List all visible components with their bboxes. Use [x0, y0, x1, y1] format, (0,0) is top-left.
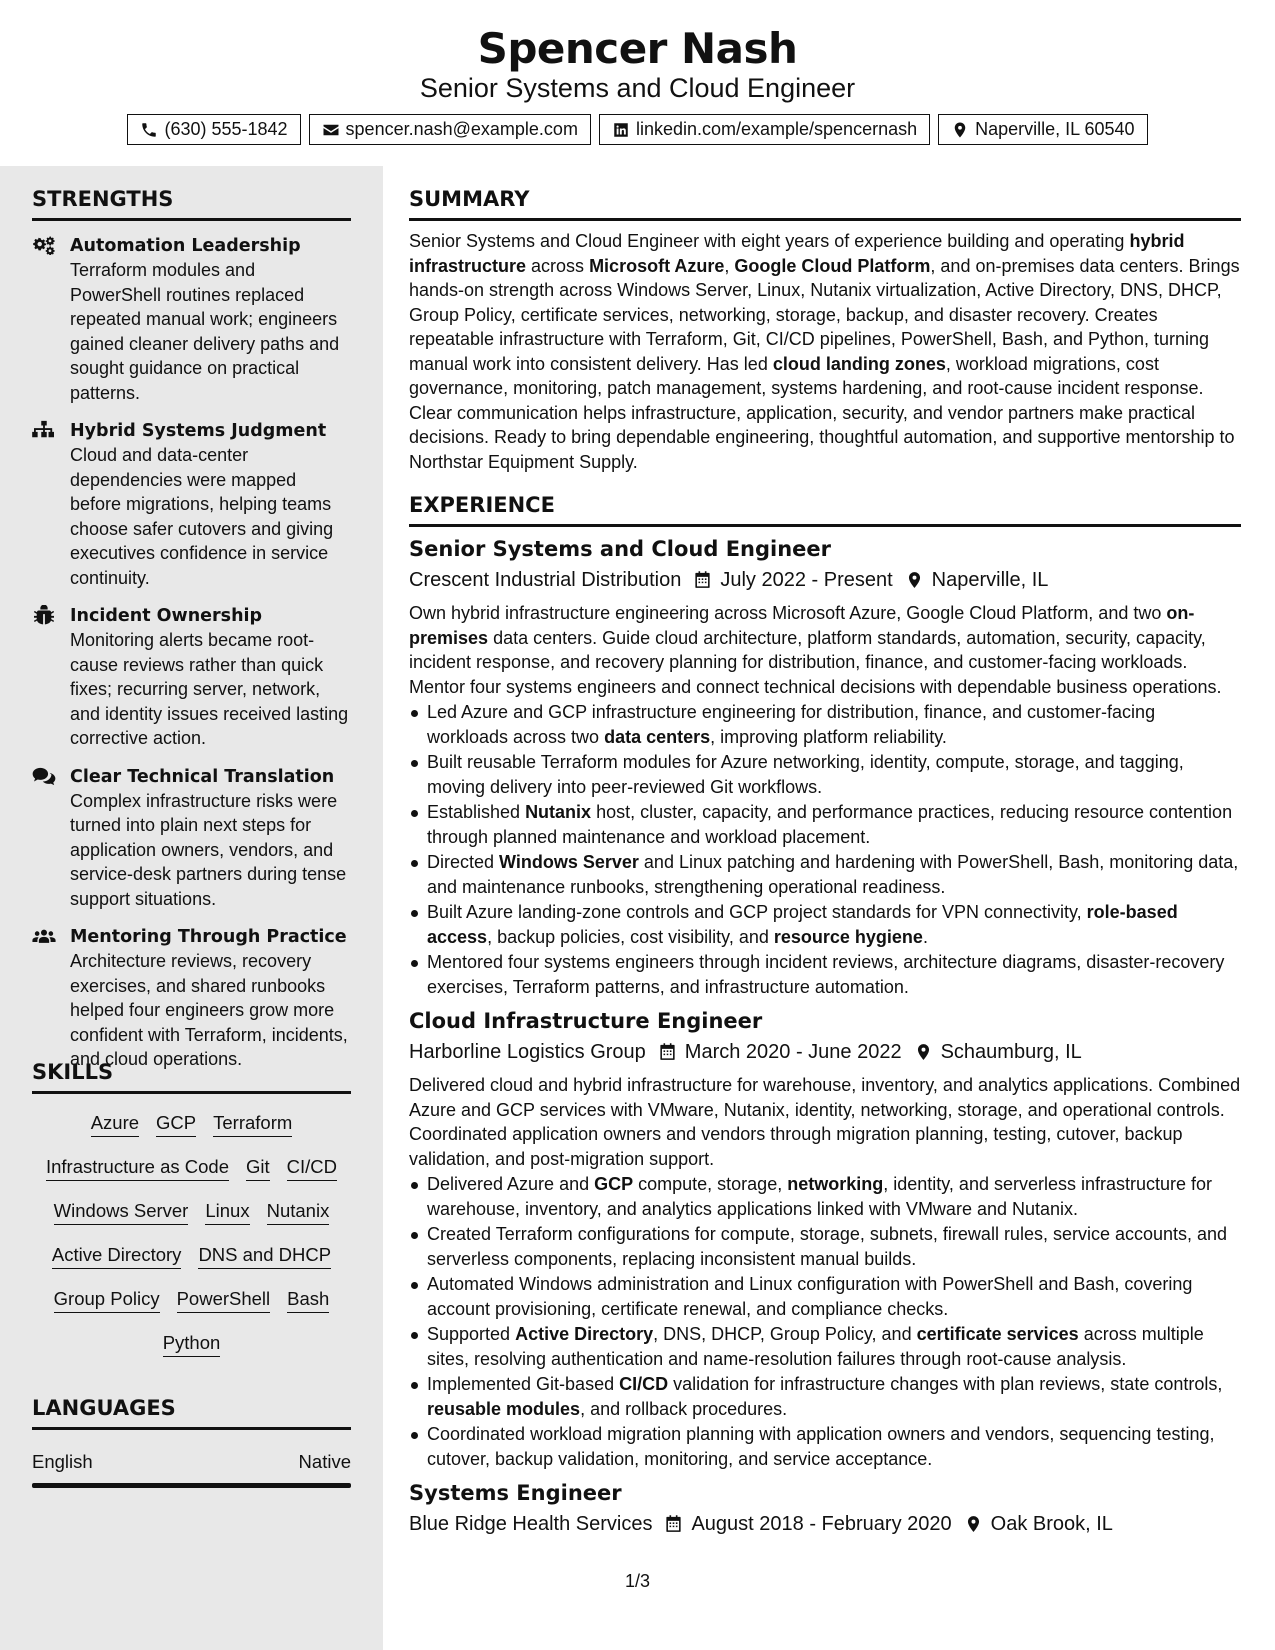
skill-tag: GCP	[156, 1111, 196, 1137]
bullet-item	[409, 1422, 1241, 1471]
skill-tag: Azure	[91, 1111, 139, 1137]
emphasis-text: GCP	[594, 1174, 634, 1194]
job-title: Cloud Infrastructure Engineer	[409, 1009, 763, 1033]
bullet-item	[409, 800, 1241, 849]
strengths-heading: STRENGTHS	[32, 186, 351, 221]
email-text: spencer.nash@example.com	[345, 119, 578, 139]
job-company: Crescent Industrial Distribution	[409, 569, 682, 591]
text-run: , improving platform reliability.	[710, 726, 947, 747]
text-run: Delivered Azure and	[427, 1174, 595, 1194]
phone-icon	[140, 121, 158, 139]
location-chip	[938, 114, 1147, 145]
sidebar	[0, 166, 383, 1650]
emphasis-text: cloud landing zones	[772, 353, 946, 374]
experience-section	[409, 492, 1241, 1539]
skill-tag: Terraform	[213, 1111, 292, 1137]
job-company: Blue Ridge Health Services	[409, 1513, 653, 1535]
emphasis-text: certificate services	[916, 1324, 1079, 1344]
strength-item	[32, 234, 351, 405]
job-title: Senior Systems and Cloud Engineer	[409, 537, 832, 561]
email-chip[interactable]	[309, 114, 591, 145]
skill-tag: Nutanix	[267, 1199, 330, 1225]
text-run: Supported	[427, 1324, 516, 1344]
text-run: validation for infrastructure changes with plan reviews, state controls,	[668, 1374, 1223, 1394]
page-number: 1/3	[624, 1571, 651, 1591]
linkedin-icon	[612, 121, 630, 139]
text-run: Coordinated workload migration planning with application owners and vendors, sequencing testing, cutover, backup validation, monitoring, and service acceptance.	[427, 1424, 1215, 1469]
text-run: Implemented Git-based	[427, 1374, 620, 1394]
strength-title: Mentoring Through Practice	[70, 927, 347, 947]
job-meta	[409, 1509, 1241, 1539]
text-run: Delivered cloud and hybrid infrastructure for warehouse, inventory, and analytics applications. Combined Azure and GCP services with VMware, Nutanix, identity, networking, storage, and operational controls. Coordinated application owners and vendors through migration planning, testing, cutover, backup validation, and post-migration support.	[409, 1075, 1241, 1169]
emphasis-text: data centers	[604, 726, 711, 747]
text-run: Established	[427, 802, 526, 822]
strength-title: Hybrid Systems Judgment	[70, 421, 327, 441]
text-run: and Linux patching and hardening with PowerShell, Bash, monitoring data, and maintenance runbooks, strengthening operational readiness.	[427, 852, 1239, 897]
text-run: , identity, and serverless infrastructure for warehouse, inventory, and analytics applications linked with VMware and Nutanix.	[427, 1174, 1213, 1219]
emphasis-text: resource hygiene	[773, 926, 923, 947]
strength-title: Incident Ownership	[70, 606, 263, 626]
experience-heading: EXPERIENCE	[409, 492, 1241, 527]
skill-tag: Windows Server	[54, 1199, 189, 1225]
bullet-item	[409, 1272, 1241, 1321]
strength-item	[32, 765, 351, 912]
bullet-item	[409, 1172, 1241, 1221]
bullet-item	[409, 700, 1241, 749]
map-marker-icon	[964, 1514, 983, 1534]
strength-desc: Cloud and data-center dependencies were mapped before migrations, helping teams choose safer cutovers and giving executives confidence in service continuity.	[70, 445, 334, 588]
strength-item	[32, 925, 351, 1072]
emphasis-text: Windows Server	[499, 852, 639, 872]
bug-icon	[32, 605, 56, 625]
emphasis-text: hybrid infrastructure	[409, 231, 1185, 276]
strength-desc: Monitoring alerts became root-cause reviews rather than quick fixes; recurring server, network, and identity issues received lasting corrective action.	[70, 630, 349, 748]
skill-tag: Active Directory	[52, 1243, 182, 1269]
map-marker-icon	[914, 1042, 933, 1062]
emphasis-text: networking	[787, 1174, 884, 1194]
job-meta	[409, 565, 1241, 595]
bullet-item	[409, 950, 1241, 999]
emphasis-text: on-premises	[409, 603, 1195, 648]
skills-section	[32, 1059, 351, 1357]
text-run: Directed	[427, 852, 500, 872]
text-run: across	[526, 255, 590, 276]
strength-title: Automation Leadership	[70, 236, 301, 256]
skills-list	[32, 1111, 351, 1357]
emphasis-text: CI/CD	[619, 1374, 669, 1394]
bullet-item	[409, 1372, 1241, 1421]
skills-heading: SKILLS	[32, 1059, 351, 1094]
language-name: English	[32, 1451, 93, 1472]
text-run: .	[922, 926, 928, 947]
text-run: , workload migrations, cost governance, monitoring, patch management, systems hardening, and root-cause incident response. Clear communication helps infrastructure, application, security, and vendor partners make practical decisions. Ready to bring dependable engineering, thoughtful automation, and supportive mentorship to Northstar Equipment Supply.	[409, 353, 1235, 472]
language-level: Native	[298, 1451, 351, 1472]
bullet-item	[409, 850, 1241, 899]
job-location: Schaumburg, IL	[940, 1041, 1082, 1063]
linkedin-chip[interactable]	[599, 114, 930, 145]
emphasis-text: Active Directory	[515, 1324, 654, 1344]
skill-tag: CI/CD	[287, 1155, 337, 1181]
cogs-icon	[32, 235, 56, 255]
resume-header	[0, 0, 1275, 166]
text-run: Built reusable Terraform modules for Azure networking, identity, compute, storage, and tagging, moving delivery into peer-reviewed Git workflows.	[427, 752, 1184, 797]
text-run: Led Azure and GCP infrastructure engineering for distribution, finance, and customer-facing workloads across two	[427, 702, 1156, 747]
strength-desc: Complex infrastructure risks were turned into plain next steps for application owners, vendors, and service-desk partners during tense support situations.	[70, 790, 347, 909]
job-title: Systems Engineer	[409, 1481, 622, 1505]
phone-text: (630) 555-1842	[164, 119, 288, 139]
job-description	[409, 601, 1241, 699]
sitemap-icon	[32, 420, 56, 440]
map-marker-icon	[905, 570, 924, 590]
strength-desc: Architecture reviews, recovery exercises, and shared runbooks helped four engineers grow more confident with Terraform, incidents, and cloud operations.	[70, 951, 348, 1069]
text-run: Built Azure landing-zone controls and GCP project standards for VPN connectivity,	[427, 902, 1087, 922]
strength-item	[32, 604, 351, 751]
text-run: across multiple sites, resolving authentication and name-resolution failures through root-cause analysis.	[427, 1324, 1204, 1369]
text-run: Automated Windows administration and Linux configuration with PowerShell and Bash, covering account provisioning, certificate renewal, and compliance checks.	[427, 1274, 1193, 1319]
bullet-item	[409, 1322, 1241, 1371]
job-location: Oak Brook, IL	[990, 1513, 1113, 1535]
job-location: Naperville, IL	[931, 569, 1049, 591]
job-dates: August 2018 - February 2020	[691, 1513, 952, 1535]
job-dates: March 2020 - June 2022	[684, 1041, 902, 1063]
emphasis-text: Google Cloud Platform	[734, 255, 931, 276]
linkedin-text: linkedin.com/example/spencernash	[635, 119, 918, 139]
skill-tag: Python	[163, 1331, 221, 1357]
strength-item	[32, 419, 351, 590]
job-entry	[409, 1479, 1241, 1539]
phone-chip	[127, 114, 300, 145]
users-icon	[32, 926, 56, 946]
job-entry	[409, 1007, 1241, 1471]
map-marker-icon	[951, 121, 969, 139]
summary-text	[409, 229, 1241, 474]
emphasis-text: role-based access	[427, 902, 1178, 947]
strength-desc: Terraform modules and PowerShell routines replaced repeated manual work; engineers gained cleaner delivery paths and sought guidance on practical patterns.	[70, 260, 340, 403]
emphasis-text: Nutanix	[525, 802, 592, 822]
summary-section	[409, 186, 1241, 474]
skill-tag: Infrastructure as Code	[46, 1155, 229, 1181]
job-meta	[409, 1037, 1241, 1067]
emphasis-text: reusable modules	[427, 1398, 581, 1419]
skill-tag: DNS and DHCP	[198, 1243, 331, 1269]
calendar-icon	[658, 1042, 677, 1062]
text-run: host, cluster, capacity, and performance practices, reducing resource contention through planned maintenance and workload placement.	[427, 802, 1233, 847]
skill-tag: Group Policy	[54, 1287, 160, 1313]
candidate-title: Senior Systems and Cloud Engineer	[419, 73, 856, 103]
job-entry	[409, 535, 1241, 999]
main-content	[409, 166, 1241, 1539]
envelope-icon	[322, 121, 340, 139]
job-bullets	[409, 1172, 1241, 1471]
languages-section	[32, 1395, 351, 1488]
job-description	[409, 1073, 1241, 1171]
location-text: Naperville, IL 60540	[975, 119, 1135, 139]
bullet-item	[409, 1222, 1241, 1271]
bullet-item	[409, 750, 1241, 799]
text-run: , DNS, DHCP, Group Policy, and	[653, 1324, 917, 1344]
strengths-section	[32, 186, 351, 1072]
job-bullets	[409, 700, 1241, 999]
bullet-item	[409, 900, 1241, 949]
strength-title: Clear Technical Translation	[70, 766, 335, 787]
languages-heading: LANGUAGES	[32, 1395, 351, 1430]
calendar-icon	[693, 570, 712, 590]
text-run: Senior Systems and Cloud Engineer with eight years of experience building and operating	[409, 231, 1130, 251]
text-run: data centers. Guide cloud architecture, platform standards, automation, security, capacity, incident response, and recovery planning for distribution, finance, and customer-facing workloads. Mentor four systems engineers and connect technical decisions with dependable business operations.	[409, 627, 1222, 697]
candidate-name: Spencer Nash	[477, 24, 798, 73]
skill-tag: Linux	[205, 1199, 249, 1225]
text-run: Mentored four systems engineers through incident reviews, architecture diagrams, disaster-recovery exercises, Terraform patterns, and infrastructure automation.	[427, 952, 1225, 997]
summary-heading: SUMMARY	[409, 186, 1241, 221]
job-company: Harborline Logistics Group	[409, 1041, 646, 1063]
skill-tag: PowerShell	[177, 1287, 271, 1313]
emphasis-text: Microsoft Azure	[589, 255, 725, 276]
skill-tag: Git	[246, 1155, 270, 1181]
job-dates: July 2022 - Present	[720, 569, 893, 591]
text-run: , and on-premises data centers. Brings hands-on strength across Windows Server, Linux, Nutanix virtualization, Active Directory, DNS, DHCP, Group Policy, certificate services, networking, storage, backup, and disaster recovery. Creates repeatable infrastructure with Terraform, Git, CI/CD pipelines, PowerShell, Bash, and Python, turning manual work into consistent delivery. Has led	[409, 255, 1240, 374]
job-list	[409, 535, 1241, 1539]
text-run: ,	[724, 255, 735, 276]
skill-tag: Bash	[287, 1287, 329, 1313]
text-run: , and rollback procedures.	[580, 1398, 788, 1419]
text-run: , backup policies, cost visibility, and	[487, 926, 774, 947]
contact-bar	[0, 114, 1275, 145]
language-proficiency-bar	[32, 1483, 351, 1488]
comments-icon	[32, 766, 56, 786]
language-row	[32, 1450, 351, 1474]
text-run: compute, storage,	[633, 1174, 788, 1194]
calendar-icon	[664, 1514, 683, 1534]
text-run: Created Terraform configurations for compute, storage, subnets, firewall rules, service accounts, and serverless components, replacing inconsistent manual builds.	[427, 1224, 1228, 1269]
text-run: Own hybrid infrastructure engineering across Microsoft Azure, Google Cloud Platform, and two	[409, 603, 1167, 623]
